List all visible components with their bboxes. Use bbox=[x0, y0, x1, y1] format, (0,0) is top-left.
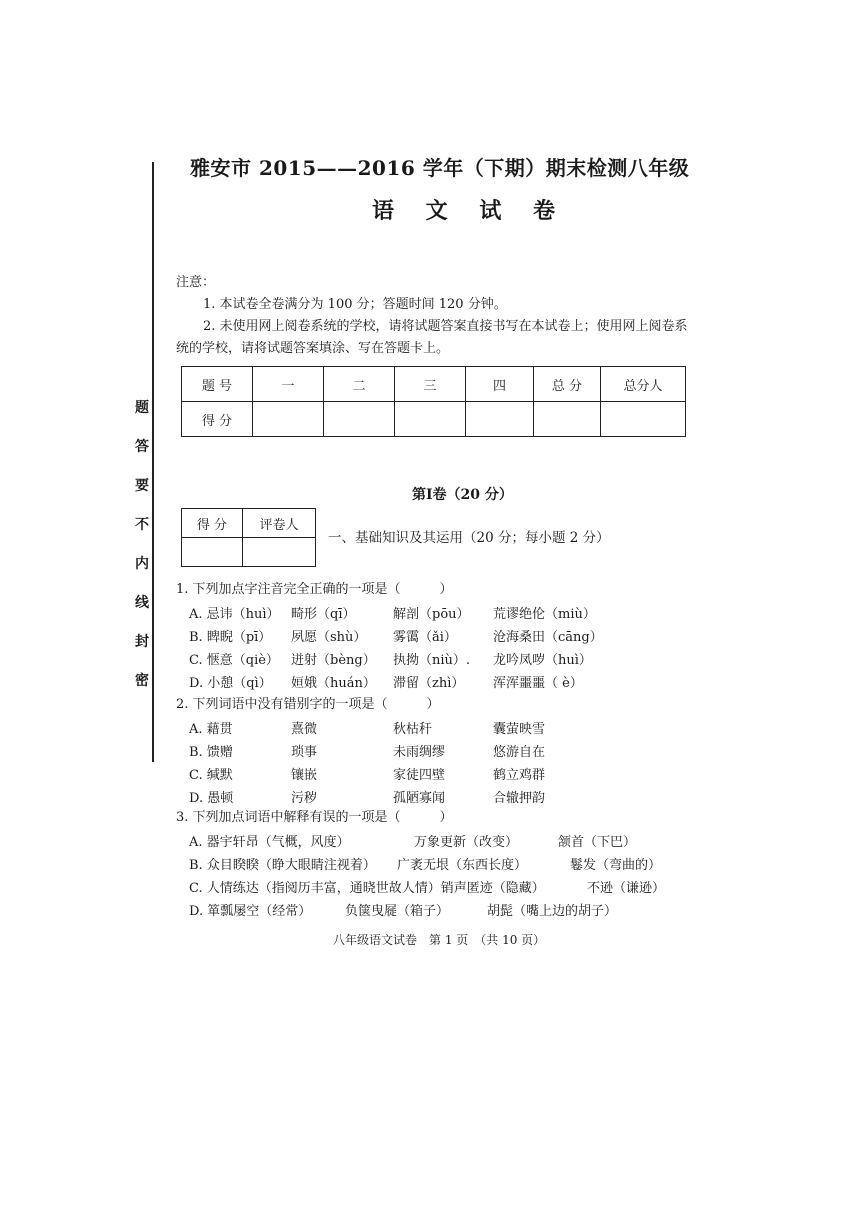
score-cell[interactable] bbox=[534, 402, 601, 437]
option-row bbox=[189, 670, 689, 693]
question-stem: 1. 下列加点字注音完全正确的一项是（ ） bbox=[176, 582, 453, 597]
question-1-stem bbox=[176, 578, 676, 601]
option-cell: D. 箪瓢屡空（经常） bbox=[189, 904, 312, 919]
option-cell: 广袤无垠（东西长度） bbox=[397, 858, 528, 873]
score-cell[interactable] bbox=[601, 402, 686, 437]
option-cell: B. 馈赠 bbox=[189, 745, 233, 760]
option-cell: 夙愿（shù） bbox=[291, 630, 367, 645]
question-2-stem bbox=[176, 693, 676, 716]
score-table bbox=[181, 366, 686, 437]
option-cell: 镶嵌 bbox=[291, 768, 318, 783]
option-cell: 秋枯秆 bbox=[393, 722, 433, 737]
option-cell: 解剖（pōu） bbox=[393, 607, 470, 622]
option-row bbox=[189, 716, 689, 739]
option-cell: 迸射（bèng） bbox=[291, 653, 376, 668]
option-cell: 负箧曳屣（箱子） bbox=[345, 904, 450, 919]
exam-title: 雅安市 2015——2016 学年（下期）期末检测八年级 bbox=[190, 156, 690, 180]
grader-score-label: 得 分 bbox=[182, 509, 243, 538]
score-header-cell: 四 bbox=[466, 367, 534, 402]
option-cell: B. 众目睽睽（睁大眼睛注视着） bbox=[189, 858, 376, 873]
option-cell: 鹤立鸡群 bbox=[493, 768, 546, 783]
seal-char: 要 bbox=[135, 478, 149, 494]
option-cell: 鬈发（弯曲的） bbox=[570, 858, 662, 873]
option-row bbox=[189, 852, 689, 875]
score-header-cell: 二 bbox=[324, 367, 395, 402]
option-cell: 不逊（谦逊） bbox=[587, 881, 666, 896]
option-cell: 滞留（zhì） bbox=[393, 676, 465, 691]
option-cell: A. 器宇轩昂（气概，风度） bbox=[189, 835, 350, 850]
option-cell: C. 人情练达（指阅历丰富，通晓世故人情）销声匿迹（隐藏） bbox=[189, 881, 545, 896]
grader-name-cell[interactable] bbox=[243, 538, 316, 567]
option-cell: 污秽 bbox=[291, 791, 318, 806]
question-stem: 3. 下列加点词语中解释有误的一项是（ ） bbox=[176, 810, 453, 825]
question-stem: 2. 下列词语中没有错别字的一项是（ ） bbox=[176, 697, 440, 712]
option-cell: 执拗（niù）. bbox=[393, 653, 471, 668]
score-row-label: 得 分 bbox=[182, 402, 253, 437]
option-cell: A. 藉贯 bbox=[189, 722, 233, 737]
seal-char: 封 bbox=[135, 634, 149, 650]
option-cell: 合辙押韵 bbox=[493, 791, 546, 806]
binding-line bbox=[152, 162, 154, 762]
score-cell[interactable] bbox=[253, 402, 324, 437]
option-row bbox=[189, 898, 689, 921]
option-row bbox=[189, 624, 689, 647]
seal-char: 密 bbox=[135, 673, 149, 689]
option-cell: 沧海桑田（cāng） bbox=[493, 630, 603, 645]
question-3-options bbox=[189, 829, 689, 921]
option-cell: 龙吟凤哕（huì） bbox=[493, 653, 592, 668]
exam-notes bbox=[176, 272, 716, 360]
option-cell: D. 愚顿 bbox=[189, 791, 234, 806]
question-1-options bbox=[189, 601, 689, 693]
option-cell: 悠游自在 bbox=[493, 745, 546, 760]
option-cell: 胡髭（嘴上边的胡子） bbox=[487, 904, 618, 919]
option-row bbox=[189, 647, 689, 670]
note-item: 统的学校，请将试题答案填涂、写在答题卡上。 bbox=[176, 341, 450, 356]
option-cell: 熹微 bbox=[291, 722, 318, 737]
option-cell: 万象更新（改变） bbox=[414, 835, 519, 850]
score-header-cell: 一 bbox=[253, 367, 324, 402]
option-row bbox=[189, 875, 689, 898]
option-cell: 未雨绸缪 bbox=[393, 745, 446, 760]
option-cell: D. 小憩（qì） bbox=[189, 676, 272, 691]
seal-char: 不 bbox=[135, 517, 149, 533]
question-2-options bbox=[189, 716, 689, 808]
option-row bbox=[189, 762, 689, 785]
option-cell: C. 惬意（qiè） bbox=[189, 653, 279, 668]
option-cell: 畸形（qī） bbox=[291, 607, 356, 622]
score-cell[interactable] bbox=[466, 402, 534, 437]
score-table-score-row bbox=[182, 402, 686, 437]
note-item: 2. 未使用网上阅卷系统的学校，请将试题答案直接书写在本试卷上；使用网上阅卷系 bbox=[203, 319, 688, 334]
seal-line-text bbox=[132, 398, 152, 710]
score-cell[interactable] bbox=[324, 402, 395, 437]
question-3-stem bbox=[176, 806, 676, 829]
option-cell: 琐事 bbox=[291, 745, 318, 760]
option-cell: 雾霭（ǎi） bbox=[393, 630, 457, 645]
part-title: 第Ⅰ卷（20 分） bbox=[412, 487, 513, 503]
page-footer: 八年级语文试卷 第 1 页 （共 10 页） bbox=[333, 933, 546, 947]
option-row bbox=[189, 739, 689, 762]
option-cell: 颔首（下巴） bbox=[558, 835, 637, 850]
section-heading: 一、基础知识及其运用（20 分；每小题 2 分） bbox=[328, 530, 610, 546]
score-header-cell: 题 号 bbox=[182, 367, 253, 402]
option-cell: 姮娥（huán） bbox=[291, 676, 376, 691]
option-cell: 家徒四壁 bbox=[393, 768, 446, 783]
score-table-header-row bbox=[182, 367, 686, 402]
option-cell: B. 睥睨（pī） bbox=[189, 630, 272, 645]
score-header-cell: 三 bbox=[395, 367, 466, 402]
grader-name-label: 评卷人 bbox=[243, 509, 316, 538]
score-header-cell: 总 分 bbox=[534, 367, 601, 402]
notes-heading: 注意： bbox=[176, 275, 216, 290]
option-cell: C. 缄默 bbox=[189, 768, 233, 783]
option-cell: 孤陋寡闻 bbox=[393, 791, 446, 806]
option-row bbox=[189, 785, 689, 808]
option-cell: 囊萤映雪 bbox=[493, 722, 546, 737]
note-item: 1. 本试卷全卷满分为 100 分；答题时间 120 分钟。 bbox=[203, 297, 507, 312]
seal-char: 线 bbox=[135, 595, 149, 611]
option-cell: 浑浑噩噩（ è） bbox=[493, 676, 583, 691]
option-cell: 荒谬绝伦（miù） bbox=[493, 607, 596, 622]
seal-char: 内 bbox=[135, 556, 149, 572]
exam-subtitle: 语 文 试 卷 bbox=[372, 198, 567, 224]
seal-char: 题 bbox=[135, 400, 149, 416]
option-row bbox=[189, 601, 689, 624]
option-cell: A. 忌讳（huì） bbox=[189, 607, 280, 622]
score-header-cell: 总分人 bbox=[601, 367, 686, 402]
score-cell[interactable] bbox=[395, 402, 466, 437]
grader-table bbox=[181, 508, 316, 567]
seal-char: 答 bbox=[135, 439, 149, 455]
option-row bbox=[189, 829, 689, 852]
grader-score-cell[interactable] bbox=[182, 538, 243, 567]
